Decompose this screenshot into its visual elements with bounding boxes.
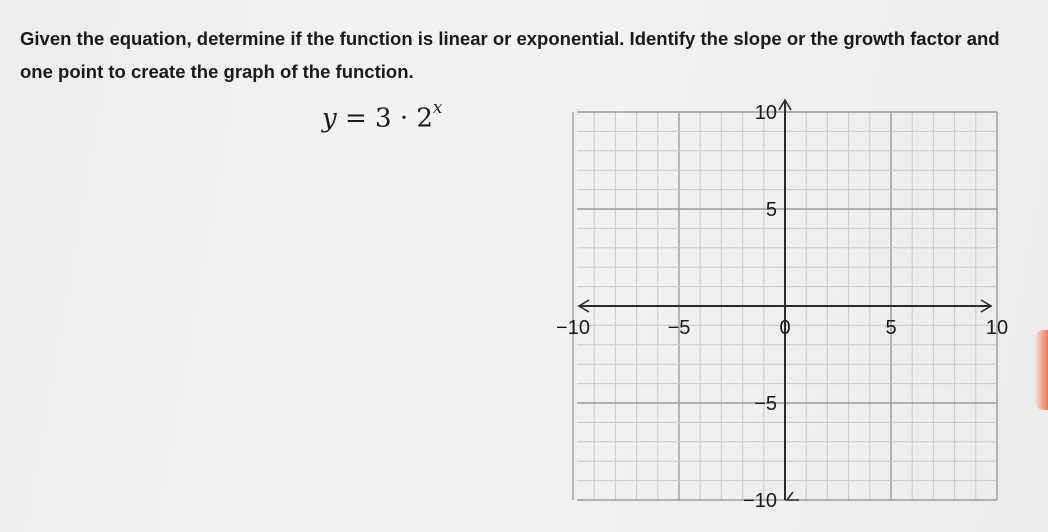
- x-tick-label: 0: [779, 317, 791, 339]
- y-tick-label: 10: [754, 102, 777, 124]
- axes: [579, 100, 991, 500]
- coordinate-grid[interactable]: [556, 90, 1009, 515]
- question-text: Given the equation, determine if the function is linear or exponential. Identify the slope or the growth factor and one point to create the graph of the function.: [20, 28, 1000, 82]
- y-tick-label: −10: [743, 490, 777, 512]
- y-tick-label: 5: [765, 199, 777, 221]
- equation-exponent: x: [432, 98, 443, 118]
- x-tick-label: −10: [556, 317, 590, 339]
- equation-dot: ·: [399, 103, 409, 134]
- equation: [322, 98, 443, 134]
- x-tick-label: 10: [985, 317, 1009, 339]
- y-tick-label: −5: [754, 393, 777, 415]
- equation-base: 2: [416, 103, 433, 134]
- y-axis-down-arrow: [787, 492, 799, 500]
- page-edge-shadow: [1034, 330, 1048, 410]
- equation-equals: =: [344, 103, 367, 134]
- equation-coefficient: 3: [375, 103, 392, 134]
- x-tick-label: 5: [885, 317, 897, 339]
- x-tick-label: −5: [667, 317, 691, 339]
- equation-lhs: y: [322, 103, 337, 134]
